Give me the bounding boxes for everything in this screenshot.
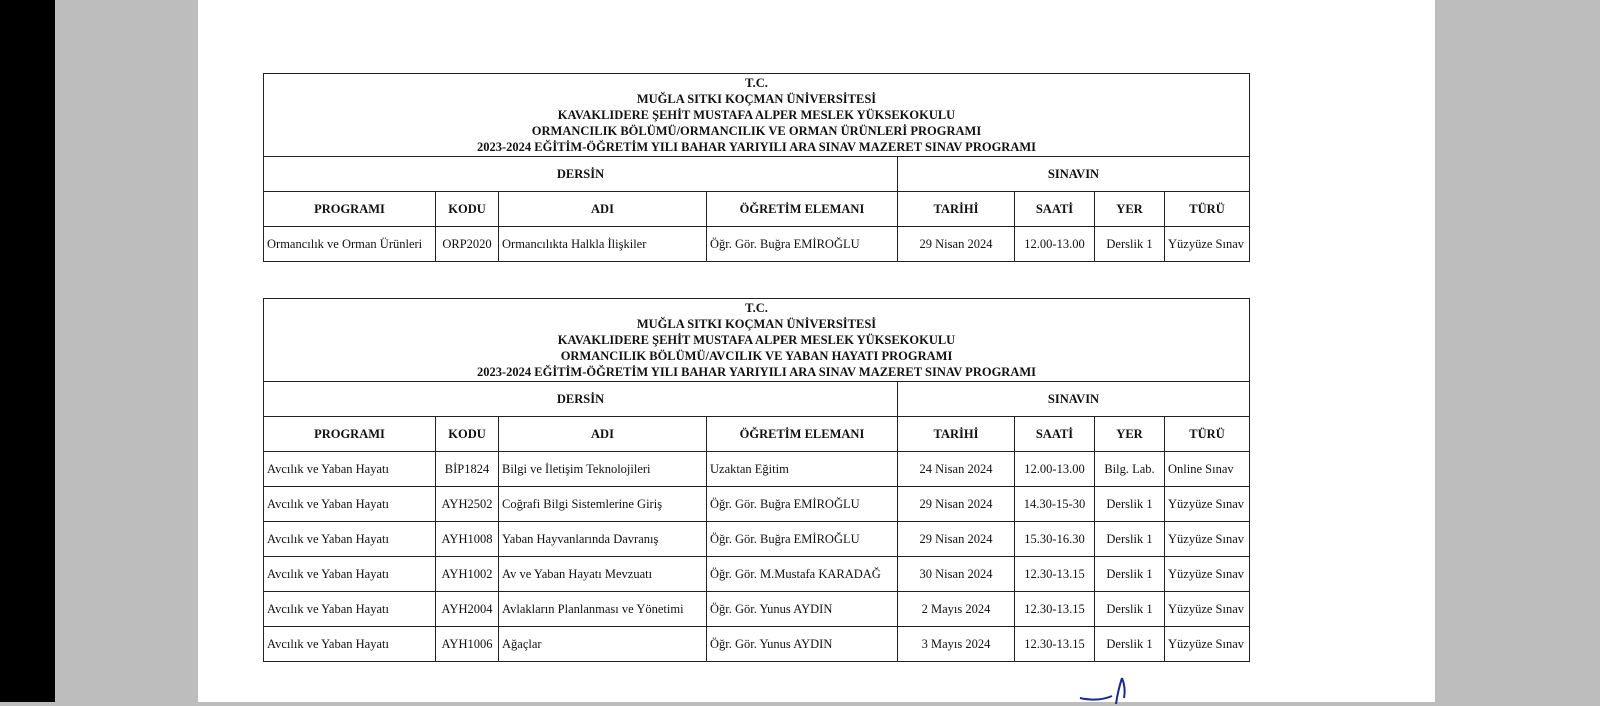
table-row — [264, 227, 1250, 262]
cell-adi: Bilgi ve İletişim Teknolojileri — [499, 452, 707, 487]
cell-kodu: BİP1824 — [436, 452, 499, 487]
cell-ogretim-elemani: Öğr. Gör. Buğra EMİROĞLU — [707, 227, 898, 262]
col-turu: TÜRÜ — [1165, 192, 1250, 227]
title-term: 2023-2024 EĞİTİM-ÖĞRETİM YILI BAHAR YARIYILI ARA SINAV MAZERET SINAV PROGRAMI — [477, 365, 1037, 379]
col-saati: SAATİ — [1015, 417, 1095, 452]
table-row — [264, 522, 1250, 557]
col-programi: PROGRAMI — [264, 192, 436, 227]
cell-adi: Ağaçlar — [499, 627, 707, 662]
col-programi: PROGRAMI — [264, 417, 436, 452]
cell-ogretim-elemani: Öğr. Gör. Buğra EMİROĞLU — [707, 522, 898, 557]
cell-yer: Derslik 1 — [1095, 227, 1165, 262]
col-ogretim-elemani: ÖĞRETİM ELEMANI — [707, 192, 898, 227]
cell-turu: Yüzyüze Sınav — [1165, 522, 1250, 557]
cell-saati: 12.30-13.15 — [1015, 592, 1095, 627]
cell-adi: Coğrafi Bilgi Sistemlerine Giriş — [499, 487, 707, 522]
cell-tarihi: 29 Nisan 2024 — [898, 487, 1015, 522]
cell-yer: Derslik 1 — [1095, 487, 1165, 522]
cell-saati: 12.30-13.15 — [1015, 627, 1095, 662]
exam-table-forestry — [263, 73, 1250, 262]
cell-ogretim-elemani: Uzaktan Eğitim — [707, 452, 898, 487]
cell-kodu: AYH2502 — [436, 487, 499, 522]
cell-adi: Av ve Yaban Hayatı Mevzuatı — [499, 557, 707, 592]
cell-programi: Avcılık ve Yaban Hayatı — [264, 627, 436, 662]
cell-adi: Avlakların Planlanması ve Yönetimi — [499, 592, 707, 627]
cell-ogretim-elemani: Öğr. Gör. Buğra EMİROĞLU — [707, 487, 898, 522]
col-yer: YER — [1095, 192, 1165, 227]
col-saati: SAATİ — [1015, 192, 1095, 227]
col-tarihi: TARİHİ — [898, 192, 1015, 227]
cell-tarihi: 24 Nisan 2024 — [898, 452, 1015, 487]
cell-yer: Derslik 1 — [1095, 627, 1165, 662]
title-school: KAVAKLIDERE ŞEHİT MUSTAFA ALPER MESLEK YÜKSEKOKULU — [557, 108, 956, 122]
table-row — [264, 452, 1250, 487]
title-term: 2023-2024 EĞİTİM-ÖĞRETİM YILI BAHAR YARIYILI ARA SINAV MAZERET SINAV PROGRAMI — [477, 140, 1037, 154]
cell-ogretim-elemani: Öğr. Gör. Yunus AYDIN — [707, 627, 898, 662]
cell-tarihi: 2 Mayıs 2024 — [898, 592, 1015, 627]
exam-table-hunting — [263, 298, 1250, 662]
col-turu: TÜRÜ — [1165, 417, 1250, 452]
cell-saati: 12.00-13.00 — [1015, 227, 1095, 262]
group-sinavin: SINAVIN — [898, 382, 1250, 417]
cell-yer: Derslik 1 — [1095, 557, 1165, 592]
table-row — [264, 592, 1250, 627]
col-tarihi: TARİHİ — [898, 417, 1015, 452]
col-kodu: KODU — [436, 192, 499, 227]
group-dersin: DERSİN — [264, 382, 898, 417]
cell-turu: Yüzyüze Sınav — [1165, 627, 1250, 662]
cell-programi: Avcılık ve Yaban Hayatı — [264, 487, 436, 522]
table-title-block — [264, 74, 1250, 157]
table-title-block — [264, 299, 1250, 382]
cell-programi: Avcılık ve Yaban Hayatı — [264, 592, 436, 627]
cell-turu: Yüzyüze Sınav — [1165, 227, 1250, 262]
cell-ogretim-elemani: Öğr. Gör. Yunus AYDIN — [707, 592, 898, 627]
title-department: ORMANCILIK BÖLÜMÜ/AVCILIK VE YABAN HAYATI PROGRAMI — [560, 349, 953, 363]
cell-ogretim-elemani: Öğr. Gör. M.Mustafa KARADAĞ — [707, 557, 898, 592]
table-row — [264, 557, 1250, 592]
cell-programi: Avcılık ve Yaban Hayatı — [264, 522, 436, 557]
cell-saati: 12.00-13.00 — [1015, 452, 1095, 487]
cell-tarihi: 29 Nisan 2024 — [898, 227, 1015, 262]
title-university: MUĞLA SITKI KOÇMAN ÜNİVERSİTESİ — [636, 92, 877, 106]
cell-programi: Ormancılık ve Orman Ürünleri — [264, 227, 436, 262]
cell-yer: Derslik 1 — [1095, 522, 1165, 557]
cell-yer: Bilg. Lab. — [1095, 452, 1165, 487]
cell-saati: 15.30-16.30 — [1015, 522, 1095, 557]
group-sinavin: SINAVIN — [898, 157, 1250, 192]
title-tc: T.C. — [745, 76, 768, 90]
title-university: MUĞLA SITKI KOÇMAN ÜNİVERSİTESİ — [636, 317, 877, 331]
cell-tarihi: 3 Mayıs 2024 — [898, 627, 1015, 662]
table-row — [264, 627, 1250, 662]
col-ogretim-elemani: ÖĞRETİM ELEMANI — [707, 417, 898, 452]
col-yer: YER — [1095, 417, 1165, 452]
cell-tarihi: 29 Nisan 2024 — [898, 522, 1015, 557]
cell-turu: Yüzyüze Sınav — [1165, 557, 1250, 592]
cell-tarihi: 30 Nisan 2024 — [898, 557, 1015, 592]
title-school: KAVAKLIDERE ŞEHİT MUSTAFA ALPER MESLEK YÜKSEKOKULU — [557, 333, 956, 347]
title-tc: T.C. — [745, 301, 768, 315]
cell-programi: Avcılık ve Yaban Hayatı — [264, 557, 436, 592]
document-page — [198, 0, 1435, 702]
col-adi: ADI — [499, 417, 707, 452]
col-kodu: KODU — [436, 417, 499, 452]
group-dersin: DERSİN — [264, 157, 898, 192]
cell-programi: Avcılık ve Yaban Hayatı — [264, 452, 436, 487]
cell-kodu: AYH1002 — [436, 557, 499, 592]
table-row — [264, 487, 1250, 522]
cell-turu: Online Sınav — [1165, 452, 1250, 487]
cell-kodu: ORP2020 — [436, 227, 499, 262]
cell-kodu: AYH2004 — [436, 592, 499, 627]
title-department: ORMANCILIK BÖLÜMÜ/ORMANCILIK VE ORMAN ÜRÜNLERİ PROGRAMI — [531, 124, 982, 138]
cell-turu: Yüzyüze Sınav — [1165, 592, 1250, 627]
cell-kodu: AYH1006 — [436, 627, 499, 662]
viewer-left-bar — [0, 0, 55, 702]
cell-kodu: AYH1008 — [436, 522, 499, 557]
cell-adi: Yaban Hayvanlarında Davranış — [499, 522, 707, 557]
col-adi: ADI — [499, 192, 707, 227]
cell-turu: Yüzyüze Sınav — [1165, 487, 1250, 522]
cell-yer: Derslik 1 — [1095, 592, 1165, 627]
cell-saati: 14.30-15-30 — [1015, 487, 1095, 522]
cell-saati: 12.30-13.15 — [1015, 557, 1095, 592]
cell-adi: Ormancılıkta Halkla İlişkiler — [499, 227, 707, 262]
